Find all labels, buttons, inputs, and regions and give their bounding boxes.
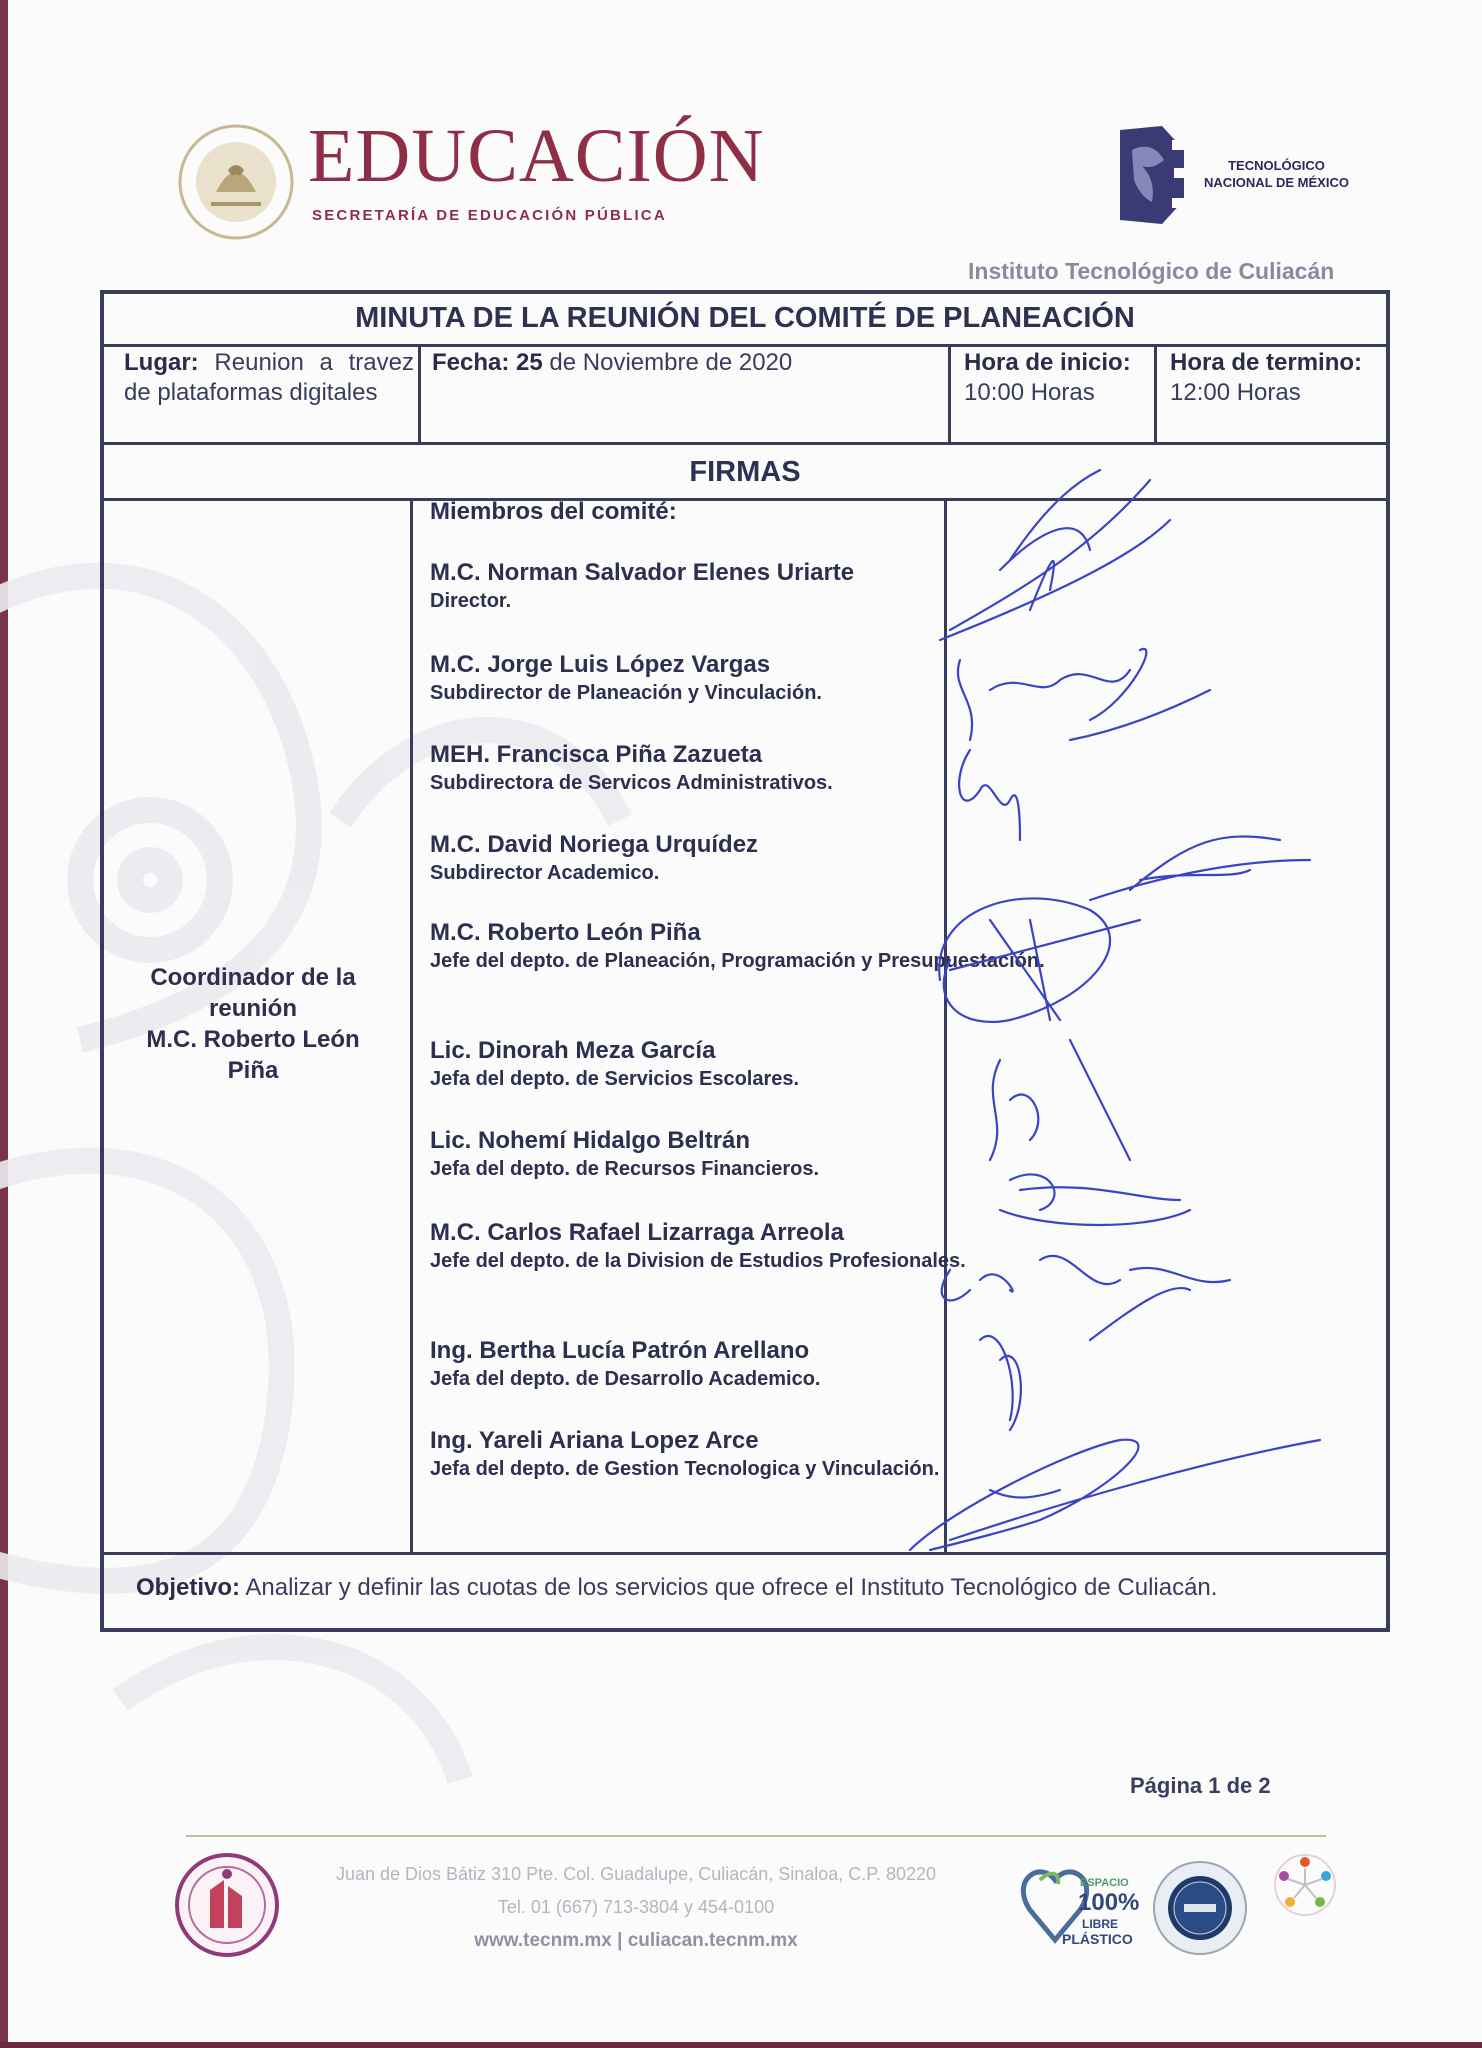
signature-3	[959, 750, 1020, 840]
firmas-title: FIRMAS	[689, 456, 801, 488]
coordinador-cell	[122, 962, 384, 1086]
member-role: Subdirector Academico.	[430, 862, 660, 884]
member-role: Jefa del depto. de Recursos Financieros.	[430, 1158, 820, 1180]
divider	[948, 344, 951, 444]
member-role: Jefa del depto. de Servicios Escolares.	[430, 1068, 800, 1090]
fecha-rest: de Noviembre de 2020	[549, 349, 793, 376]
ministry-subtitle: SECRETARÍA DE EDUCACIÓN PÚBLICA	[312, 207, 667, 224]
svg-text:PLÁSTICO: PLÁSTICO	[1062, 1931, 1133, 1947]
member-role: Director.	[430, 590, 512, 612]
lugar-cell	[124, 348, 414, 408]
member-name: MEH. Francisca Piña Zazueta	[430, 741, 763, 768]
footer-web: www.tecnm.mx | culiacan.tecnm.mx	[474, 1930, 798, 1951]
member-name: M.C. Roberto León Piña	[430, 919, 701, 946]
hora-termino-label: Hora de termino:	[1170, 349, 1363, 376]
member-name: M.C. David Noriega Urquídez	[430, 831, 759, 858]
member-name: Ing. Yareli Ariana Lopez Arce	[430, 1427, 759, 1454]
objetivo-label: Objetivo:	[136, 1574, 241, 1601]
signature-4	[1090, 837, 1310, 900]
tecnm-name: TECNOLÓGICO NACIONAL DE MÉXICO	[1204, 158, 1349, 190]
member-role: Subdirector de Planeación y Vinculación.	[430, 682, 822, 704]
signature-1	[940, 470, 1170, 640]
ministry-title: EDUCACIÓN	[308, 114, 765, 198]
minuta-title: MINUTA DE LA REUNIÓN DEL COMITÉ DE PLANEACIÓN	[355, 302, 1135, 334]
fecha-label: Fecha:	[432, 349, 510, 376]
footer-phone: Tel. 01 (667) 713-3804 y 454-0100	[497, 1897, 775, 1917]
page-edge-left	[0, 0, 8, 2048]
coordinador-name: M.C. Roberto León Piña	[146, 1026, 360, 1084]
signature-5	[939, 898, 1140, 1022]
hora-inicio-value: 10:00 Horas	[964, 379, 1095, 406]
divider	[104, 344, 1386, 347]
member-name: Ing. Bertha Lucía Patrón Arellano	[430, 1337, 810, 1364]
fecha-cell	[432, 348, 932, 378]
hora-termino-value: 12:00 Horas	[1170, 379, 1301, 406]
signature-9	[980, 1336, 1021, 1430]
hora-inicio-label: Hora de inicio:	[964, 349, 1131, 376]
page-number: Página 1 de 2	[1130, 1773, 1271, 1798]
svg-text:100%: 100%	[1078, 1889, 1140, 1916]
signature-6	[990, 1040, 1130, 1160]
tecnm-gear-logo	[1112, 120, 1188, 230]
signature-7	[1000, 1174, 1190, 1225]
coordinador-label: Coordinador de la reunión	[150, 964, 356, 1022]
fecha-day: 25	[516, 349, 543, 376]
inclusion-emblem-icon	[1270, 1850, 1340, 1920]
signature-2	[958, 649, 1210, 740]
member-role: Jefe del depto. de la Division de Estudios Profesionales.	[430, 1250, 966, 1272]
signatures-area	[890, 440, 1430, 1570]
signature-10	[910, 1440, 1320, 1550]
svg-text:ESPACIO: ESPACIO	[1080, 1877, 1129, 1889]
member-name: M.C. Norman Salvador Elenes Uriarte	[430, 559, 855, 586]
member-role: Jefe del depto. de Planeación, Programación y Presupuestación.	[430, 950, 1045, 972]
divider	[410, 498, 413, 1554]
mexico-coat-of-arms-seal	[176, 122, 296, 242]
objetivo-text: Analizar y definir las cuotas de los servicios que ofrece el Instituto Tecnológico de Culiacán.	[245, 1574, 1218, 1601]
footer-address: Juan de Dios Bátiz 310 Pte. Col. Guadalupe, Culiacán, Sinaloa, C.P. 80220	[335, 1864, 937, 1884]
member-name: M.C. Carlos Rafael Lizarraga Arreola	[430, 1219, 844, 1246]
signature-8	[942, 1256, 1230, 1340]
footer-divider	[186, 1835, 1326, 1837]
objetivo-cell	[136, 1574, 1366, 1602]
member-role: Jefa del depto. de Gestion Tecnologica y Vinculación.	[430, 1458, 940, 1480]
member-role: Jefa del depto. de Desarrollo Academico.	[430, 1368, 821, 1390]
divider	[418, 344, 421, 444]
campus-name: Instituto Tecnológico de Culiacán	[968, 258, 1335, 284]
itc-campus-logo	[172, 1850, 282, 1960]
plastic-free-badge-icon	[1000, 1850, 1140, 1960]
hora-inicio-cell	[964, 348, 1164, 408]
member-name: Lic. Dinorah Meza García	[430, 1037, 716, 1064]
footer-contact	[296, 1858, 976, 1957]
member-name: M.C. Jorge Luis López Vargas	[430, 651, 771, 678]
member-name: Lic. Nohemí Hidalgo Beltrán	[430, 1127, 751, 1154]
member-role: Subdirectora de Servicos Administrativos.	[430, 772, 833, 794]
lugar-label: Lugar:	[124, 349, 199, 376]
members-heading: Miembros del comité:	[430, 498, 677, 525]
certification-seal-icon	[1150, 1858, 1250, 1958]
svg-text:LIBRE: LIBRE	[1082, 1917, 1118, 1931]
page-edge-bottom	[0, 2042, 1482, 2048]
lugar-value: Reunion a travez de plataformas digitales	[124, 349, 414, 406]
hora-termino-cell	[1170, 348, 1390, 408]
